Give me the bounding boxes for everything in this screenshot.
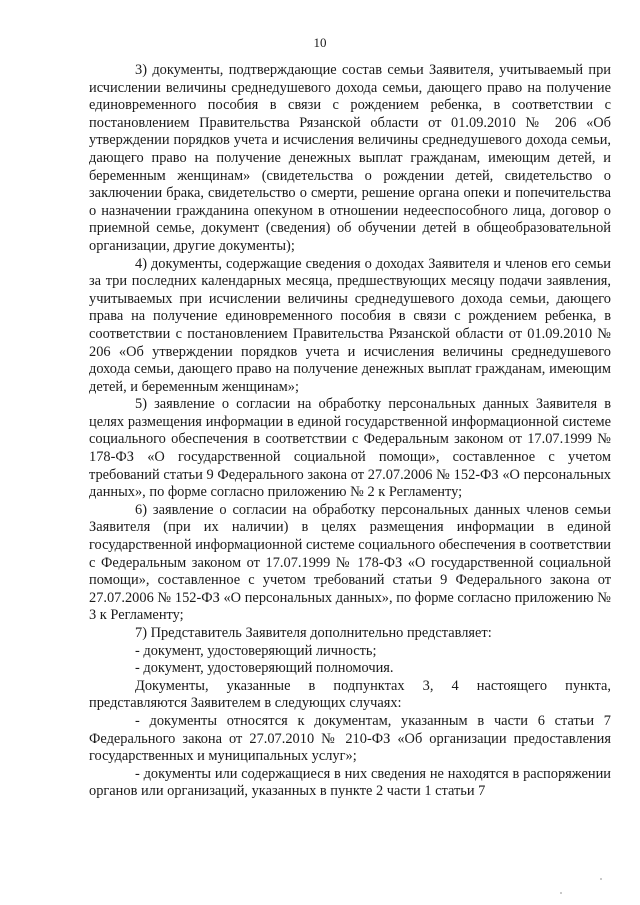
- list-item-authority-document: - документ, удостоверяющий полномочия.: [135, 660, 394, 677]
- list-item-condition-1: - документы относятся к документам, указанным в части 6 статьи 7 Федерального закона от 27.07.2010 № 210-ФЗ «Об организации предоставления государственных и муниципальных услуг»;: [89, 712, 611, 765]
- paragraph-item-5: 5) заявление о согласии на обработку персональных данных Заявителя в целях размещения информации в единой государственной информационной системе социального обеспечения в соответствии с Федеральным законом от 17.07.1999 № 178-ФЗ «О государственной социальной помощи», составленное с учетом требований статьи 9 Федерального закона от 27.07.2006 № 152-ФЗ «О персональных данных», по форме согласно приложению № 2 к Регламенту;: [89, 396, 611, 501]
- list-item-condition-2: - документы или содержащиеся в них сведения не находятся в распоряжении органов или организаций, указанных в пункте 2 части 1 статьи 7: [89, 765, 611, 800]
- page-number: 10: [313, 35, 327, 50]
- paragraph-item-7: 7) Представитель Заявителя дополнительно представляет:: [135, 625, 492, 641]
- paragraph-item-3: 3) документы, подтверждающие состав семьи Заявителя, учитываемый при исчислении величины среднедушевого дохода семьи, дающего право на получение единовременного пособия в связи с рождением ребенка, в соответствии с постановлением Правительства Рязанской области от 01.09.2010 № 206 «Об утверждении порядков учета и исчисления величины среднедушевого дохода семьи, дающего право на получение денежных выплат гражданам, имеющим детей, и беременным женщинам» (свидетельства о рождении детей, свидетельство о заключении брака, свидетельство о смерти, решение органа опеки и попечительства о назначении гражданина опекуном в отношении недееспособного лица, договор о приемной семье, документ (сведения) об обучении детей в общеобразовательной организации, другие документы);: [89, 62, 611, 254]
- document-body: [89, 62, 611, 801]
- paragraph-conditions-intro: Документы, указанные в подпунктах 3, 4 настоящего пункта, представляются Заявителем в следующих случаях:: [89, 677, 611, 712]
- list-item-identity-document: - документ, удостоверяющий личность;: [135, 642, 377, 659]
- paragraph-item-4: 4) документы, содержащие сведения о доходах Заявителя и членов его семьи за три последних календарных месяца, предшествующих месяцу подачи заявления, учитываемых при исчислении величины среднедушевого дохода семьи, дающего права на получение единовременного пособия в связи с рождением ребенка, в соответствии с постановлением Правительства Рязанской области от 01.09.2010 № 206 «Об утверждении порядков учета и исчисления величины среднедушевого дохода семьи, дающего право на получение денежных выплат гражданам, имеющим детей, и беременным женщинам»;: [89, 255, 611, 395]
- scan-speck: [600, 878, 602, 880]
- paragraph-item-6: 6) заявление о согласии на обработку персональных данных членов семьи Заявителя (при их наличии) в целях размещения информации в единой государственной информационной системе социального обеспечения в соответствии с Федеральным законом от 17.07.1999 № 178-ФЗ «О государственной социальной помощи», составленное с учетом требований статьи 9 Федерального закона от 27.07.2006 № 152-ФЗ «О персональных данных», по форме согласно приложению № 3 к Регламенту;: [89, 501, 611, 624]
- scan-speck: [560, 892, 562, 894]
